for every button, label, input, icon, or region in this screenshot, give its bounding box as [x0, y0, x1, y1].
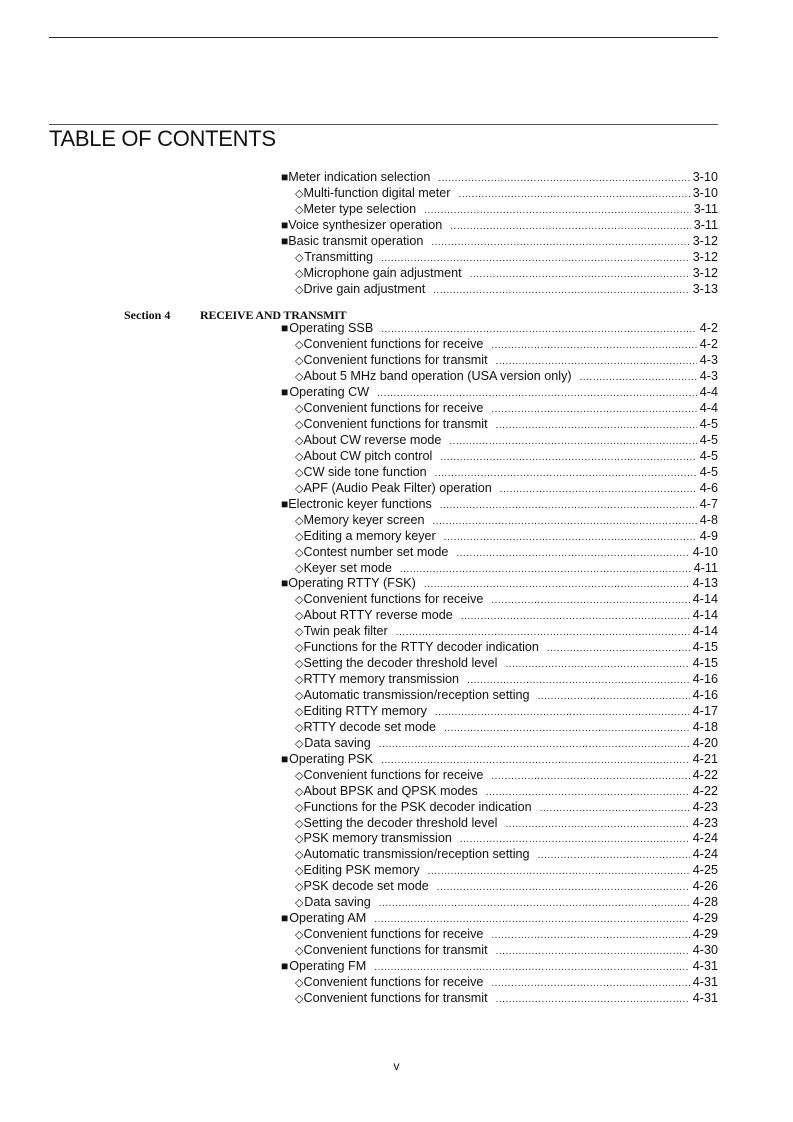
- toc-entry-label: Convenient functions for receive: [303, 767, 484, 782]
- toc-page-number: 4-21: [692, 751, 718, 766]
- toc-entry-label: Basic transmit operation: [288, 233, 424, 248]
- diamond-bullet-icon: ◇: [295, 594, 304, 607]
- toc-entry-label: Meter indication selection: [288, 170, 431, 184]
- toc-entry[interactable]: [281, 911, 718, 927]
- toc-entry-label: Operating CW: [289, 385, 370, 400]
- toc-page-number: 4-29: [692, 927, 718, 942]
- dot-leader: [538, 689, 690, 705]
- toc-subentry[interactable]: [281, 250, 718, 266]
- toc-page-number: 4-10: [692, 544, 718, 559]
- toc-page-number: 4-16: [692, 672, 718, 687]
- dot-leader: [431, 235, 689, 251]
- toc-page-number: 4-31: [692, 974, 718, 989]
- toc-subentry[interactable]: [281, 768, 718, 784]
- toc-page-number: 4-6: [699, 480, 718, 495]
- dot-leader: [435, 466, 697, 482]
- dot-leader: [433, 514, 697, 530]
- diamond-bullet-icon: ◇: [295, 817, 304, 830]
- toc-subentry[interactable]: [281, 337, 718, 353]
- toc-entry-label: APF (Audio Peak Filter) operation: [303, 480, 492, 495]
- dot-leader: [440, 498, 697, 514]
- toc-entry-label: Data saving: [304, 895, 371, 910]
- diamond-bullet-icon: ◇: [295, 251, 304, 264]
- toc-entry-label: Functions for the RTTY decoder indication: [303, 640, 539, 655]
- toc-subentry[interactable]: [281, 481, 718, 497]
- toc-subentry[interactable]: [281, 561, 718, 577]
- filled-square-bullet-icon: ■: [281, 385, 289, 400]
- toc-entry-label: Transmitting: [304, 249, 374, 264]
- toc-subentry[interactable]: [281, 816, 718, 832]
- section-title: RECEIVE AND TRANSMIT: [200, 307, 347, 322]
- dot-leader: [491, 769, 689, 785]
- dot-leader: [538, 848, 690, 864]
- diamond-bullet-icon: ◇: [295, 976, 304, 989]
- dot-leader: [377, 386, 697, 402]
- diamond-bullet-icon: ◇: [295, 881, 304, 894]
- toc-entry-label: PSK decode set mode: [303, 879, 429, 894]
- toc-subentry[interactable]: [281, 513, 718, 529]
- toc-entry-label: About CW reverse mode: [303, 433, 442, 447]
- diamond-bullet-icon: ◇: [295, 562, 304, 575]
- toc-page-number: 4-31: [692, 958, 718, 973]
- dot-leader: [458, 187, 689, 203]
- diamond-bullet-icon: ◇: [295, 642, 304, 655]
- toc-list: [124, 170, 718, 1007]
- toc-page-number: 4-4: [699, 385, 718, 400]
- toc-page-number: 4-3: [699, 353, 718, 368]
- toc-entry-label: Operating SSB: [289, 321, 374, 336]
- page-title: TABLE OF CONTENTS: [49, 126, 276, 151]
- dot-leader: [435, 705, 690, 721]
- toc-subentry[interactable]: [281, 417, 718, 433]
- toc-subentry[interactable]: [281, 943, 718, 959]
- toc-entry-label: Convenient functions for receive: [303, 337, 484, 352]
- dot-leader: [396, 625, 690, 641]
- toc-entry-label: Setting the decoder threshold level: [303, 815, 498, 830]
- toc-page-number: 3-12: [692, 265, 718, 280]
- toc-subentry[interactable]: [281, 672, 718, 688]
- diamond-bullet-icon: ◇: [295, 466, 304, 479]
- toc-page-number: 4-7: [699, 496, 718, 511]
- diamond-bullet-icon: ◇: [295, 721, 304, 734]
- toc-entry-label: Keyer set mode: [303, 560, 392, 575]
- toc-page-number: 4-15: [692, 640, 718, 655]
- dot-leader: [381, 251, 690, 267]
- toc-entry[interactable]: [281, 497, 718, 513]
- toc-subentry[interactable]: [281, 592, 718, 608]
- diamond-bullet-icon: ◇: [295, 530, 304, 543]
- toc-page-number: 4-13: [692, 576, 718, 591]
- dot-leader: [424, 577, 690, 593]
- toc-entry-label: Operating FM: [289, 958, 367, 973]
- toc-subentry[interactable]: [281, 640, 718, 656]
- filled-square-bullet-icon: ■: [281, 576, 289, 591]
- dot-leader: [449, 434, 696, 450]
- title-rule: [49, 124, 718, 125]
- diamond-bullet-icon: ◇: [295, 690, 304, 702]
- toc-subentry[interactable]: [281, 991, 718, 1007]
- diamond-bullet-icon: ◇: [295, 833, 304, 846]
- toc-subentry[interactable]: [281, 656, 718, 672]
- diamond-bullet-icon: ◇: [295, 769, 304, 782]
- diamond-bullet-icon: ◇: [295, 705, 304, 718]
- toc-entry-label: Twin peak filter: [303, 624, 388, 639]
- toc-page-number: 4-3: [699, 369, 718, 384]
- dot-leader: [496, 418, 697, 434]
- diamond-bullet-icon: ◇: [295, 945, 304, 957]
- dot-leader: [374, 960, 690, 976]
- toc-entry-label: Automatic transmission/reception setting: [303, 688, 530, 702]
- toc-page-number: 4-2: [699, 321, 718, 336]
- diamond-bullet-icon: ◇: [295, 929, 304, 942]
- toc-page-number: 4-25: [692, 863, 718, 878]
- toc-page-number: 4-24: [692, 831, 718, 846]
- dot-leader: [424, 203, 691, 219]
- toc-subentry[interactable]: [281, 545, 718, 561]
- toc-subentry[interactable]: [281, 186, 718, 202]
- dot-leader: [400, 562, 691, 578]
- toc-page-number: 4-22: [692, 767, 718, 782]
- filled-square-bullet-icon: ■: [281, 958, 289, 973]
- toc-subentry[interactable]: [281, 433, 718, 449]
- toc-page-number: 4-22: [692, 783, 718, 798]
- toc-entry-label: Electronic keyer functions: [288, 496, 432, 511]
- diamond-bullet-icon: ◇: [295, 403, 304, 416]
- section-number: Section 4: [124, 307, 171, 322]
- toc-subentry[interactable]: [281, 704, 718, 720]
- toc-entry-label: Convenient functions for receive: [303, 927, 484, 942]
- toc-page-number: 4-20: [692, 735, 718, 750]
- toc-page-number: 4-26: [692, 879, 718, 894]
- diamond-bullet-icon: ◇: [295, 992, 304, 1005]
- toc-entry-label: Convenient functions for receive: [303, 401, 484, 416]
- toc-entry-label: About RTTY reverse mode: [303, 608, 453, 623]
- toc-entry[interactable]: [281, 959, 718, 975]
- toc-subentry[interactable]: [281, 784, 718, 800]
- toc-entry-label: Editing RTTY memory: [303, 703, 427, 718]
- toc-entry-label: Editing a memory keyer: [303, 528, 436, 543]
- toc-entry-label: CW side tone function: [303, 464, 427, 479]
- toc-subentry[interactable]: [281, 608, 718, 624]
- toc-subentry[interactable]: [281, 353, 718, 369]
- toc-entry[interactable]: [281, 218, 718, 234]
- dot-leader: [437, 880, 690, 896]
- diamond-bullet-icon: ◇: [295, 355, 304, 368]
- toc-entry-label: Operating PSK: [289, 751, 374, 766]
- filled-square-bullet-icon: ■: [281, 911, 289, 926]
- dot-leader: [379, 737, 690, 753]
- diamond-bullet-icon: ◇: [295, 626, 304, 639]
- toc-entry-label: About 5 MHz band operation (USA version only): [303, 369, 572, 384]
- diamond-bullet-icon: ◇: [295, 419, 304, 432]
- diamond-bullet-icon: ◇: [295, 371, 304, 384]
- toc-entry[interactable]: [281, 576, 718, 592]
- toc-entry[interactable]: [281, 321, 718, 337]
- toc-entry-label: Multi-function digital meter: [303, 185, 451, 200]
- toc-entry-label: RTTY decode set mode: [303, 719, 437, 734]
- toc-entry-label: Data saving: [304, 735, 371, 750]
- toc-entry-label: Convenient functions for transmit: [303, 990, 488, 1005]
- toc-entry-label: About CW pitch control: [303, 448, 433, 463]
- toc-subentry[interactable]: [281, 879, 718, 895]
- toc-entry[interactable]: [281, 385, 718, 401]
- diamond-bullet-icon: ◇: [295, 203, 304, 216]
- dot-leader: [374, 912, 690, 928]
- toc-page-number: 4-8: [699, 512, 718, 527]
- toc-entry-label: Meter type selection: [303, 201, 417, 216]
- dot-leader: [456, 546, 689, 562]
- toc-subentry[interactable]: [281, 688, 718, 704]
- toc-subentry[interactable]: [281, 282, 718, 298]
- diamond-bullet-icon: ◇: [295, 339, 304, 352]
- diamond-bullet-icon: ◇: [295, 785, 304, 798]
- toc-page-number: 4-23: [692, 815, 718, 830]
- diamond-bullet-icon: ◇: [295, 187, 304, 200]
- toc-page-number: 4-29: [692, 911, 718, 926]
- toc-page-number: 3-12: [692, 249, 718, 264]
- toc-page-number: 4-14: [692, 592, 718, 607]
- toc-page-number: 4-28: [692, 895, 718, 910]
- dot-leader: [444, 721, 690, 737]
- toc-entry-label: Setting the decoder threshold level: [303, 656, 498, 671]
- toc-subentry[interactable]: [281, 401, 718, 417]
- toc-entry[interactable]: [281, 752, 718, 768]
- diamond-bullet-icon: ◇: [295, 482, 304, 495]
- diamond-bullet-icon: ◇: [295, 737, 304, 750]
- dot-leader: [440, 450, 697, 466]
- toc-subentry[interactable]: [281, 720, 718, 736]
- dot-leader: [428, 864, 690, 880]
- diamond-bullet-icon: ◇: [295, 435, 304, 447]
- toc-entry-label: Convenient functions for transmit: [303, 417, 488, 432]
- dot-leader: [450, 219, 690, 235]
- diamond-bullet-icon: ◇: [295, 546, 304, 559]
- toc-entry-label: Microphone gain adjustment: [303, 265, 462, 280]
- toc-page-number: 4-2: [699, 337, 718, 352]
- dot-leader: [381, 753, 690, 769]
- dot-leader: [433, 283, 690, 299]
- dot-leader: [491, 593, 689, 609]
- toc-page-number: 4-9: [699, 528, 718, 543]
- diamond-bullet-icon: ◇: [295, 674, 304, 687]
- diamond-bullet-icon: ◇: [295, 610, 304, 623]
- toc-entry-label: Operating RTTY (FSK): [288, 576, 416, 591]
- toc-entry-label: PSK memory transmission: [303, 831, 452, 846]
- toc-entry-label: RTTY memory transmission: [303, 672, 460, 687]
- toc-entry-label: About BPSK and QPSK modes: [303, 783, 478, 798]
- dot-leader: [505, 817, 689, 833]
- toc-page-number: 3-11: [693, 217, 718, 232]
- dot-leader: [438, 171, 689, 187]
- toc-subentry[interactable]: [281, 895, 718, 911]
- toc-subentry[interactable]: [281, 736, 718, 752]
- dot-leader: [491, 402, 696, 418]
- toc-subentry[interactable]: [281, 266, 718, 282]
- dot-leader: [496, 992, 690, 1008]
- toc-entry-label: Voice synthesizer operation: [288, 217, 443, 232]
- toc-subentry[interactable]: [281, 465, 718, 481]
- toc-subentry[interactable]: [281, 202, 718, 218]
- toc-entry-label: Editing PSK memory: [303, 863, 420, 878]
- toc-subentry[interactable]: [281, 529, 718, 545]
- toc-page-number: 4-4: [699, 401, 718, 416]
- toc-entry-label: Contest number set mode: [303, 544, 449, 559]
- filled-square-bullet-icon: ■: [281, 751, 289, 766]
- filled-square-bullet-icon: ■: [281, 321, 289, 336]
- toc-page-number: 3-10: [692, 170, 718, 184]
- toc-entry-label: Convenient functions for transmit: [303, 353, 488, 368]
- toc-entry-label: Convenient functions for transmit: [303, 943, 488, 957]
- diamond-bullet-icon: ◇: [295, 514, 304, 527]
- dot-leader: [379, 896, 690, 912]
- toc-subentry[interactable]: [281, 831, 718, 847]
- toc-entry-label: Functions for the PSK decoder indication: [303, 799, 532, 814]
- toc-page-number: 4-24: [692, 847, 718, 862]
- diamond-bullet-icon: ◇: [295, 267, 304, 280]
- dot-leader: [467, 673, 690, 689]
- toc-entry-label: Drive gain adjustment: [303, 281, 426, 296]
- section-heading: [124, 306, 718, 322]
- diamond-bullet-icon: ◇: [295, 801, 304, 814]
- toc-page-number: 4-30: [692, 943, 718, 957]
- toc-page-number: 4-23: [692, 799, 718, 814]
- toc-page-number: 4-15: [692, 656, 718, 671]
- toc-page-number: 4-5: [699, 433, 718, 447]
- diamond-bullet-icon: ◇: [295, 450, 304, 463]
- dot-leader: [496, 944, 690, 960]
- toc-subentry[interactable]: [281, 863, 718, 879]
- toc-page-number: 4-16: [692, 688, 718, 702]
- diamond-bullet-icon: ◇: [295, 897, 304, 910]
- dot-leader: [491, 928, 689, 944]
- page-number: v: [393, 1059, 400, 1073]
- dot-leader: [470, 267, 690, 283]
- toc-entry-label: Convenient functions for receive: [303, 592, 484, 607]
- toc-page-number: 4-17: [692, 703, 718, 718]
- dot-leader: [540, 801, 690, 817]
- diamond-bullet-icon: ◇: [295, 658, 304, 671]
- toc-page-number: 4-5: [699, 464, 718, 479]
- toc-page-number: 4-18: [692, 719, 718, 734]
- toc-page-number: 4-5: [699, 417, 718, 432]
- toc-entry-label: Automatic transmission/reception setting: [303, 847, 530, 862]
- diamond-bullet-icon: ◇: [295, 283, 304, 296]
- toc-page-number: 4-11: [693, 560, 718, 575]
- dot-leader: [460, 832, 690, 848]
- toc-subentry[interactable]: [281, 975, 718, 991]
- toc-entry-label: Memory keyer screen: [303, 512, 425, 527]
- dot-leader: [491, 338, 696, 354]
- toc-page-number: 4-14: [692, 608, 718, 623]
- toc-subentry[interactable]: [281, 847, 718, 863]
- diamond-bullet-icon: ◇: [295, 865, 304, 878]
- dot-leader: [505, 657, 689, 673]
- toc-subentry[interactable]: [281, 927, 718, 943]
- filled-square-bullet-icon: ■: [281, 233, 289, 248]
- filled-square-bullet-icon: ■: [281, 170, 289, 184]
- filled-square-bullet-icon: ■: [281, 217, 289, 232]
- dot-leader: [580, 370, 697, 386]
- toc-page-number: 3-12: [692, 233, 718, 248]
- toc-page-number: 3-13: [692, 281, 718, 296]
- toc-page-number: 4-14: [692, 624, 718, 639]
- dot-leader: [547, 641, 690, 657]
- dot-leader: [491, 976, 689, 992]
- dot-leader: [496, 354, 697, 370]
- dot-leader: [500, 482, 697, 498]
- toc-page-number: 4-31: [692, 990, 718, 1005]
- toc-page-number: 4-5: [699, 448, 718, 463]
- dot-leader: [381, 322, 697, 338]
- dot-leader: [461, 609, 690, 625]
- dot-leader: [444, 530, 697, 546]
- filled-square-bullet-icon: ■: [281, 496, 289, 511]
- diamond-bullet-icon: ◇: [295, 849, 304, 862]
- toc-page-number: 3-10: [692, 185, 718, 200]
- header-rule: [49, 37, 718, 38]
- toc-subentry[interactable]: [281, 624, 718, 640]
- dot-leader: [486, 785, 690, 801]
- toc-entry[interactable]: [281, 234, 718, 250]
- toc-page-number: 3-11: [693, 201, 718, 216]
- toc-entry-label: Operating AM: [289, 911, 367, 926]
- toc-entry[interactable]: [281, 170, 718, 186]
- toc-subentry[interactable]: [281, 449, 718, 465]
- toc-entry-label: Convenient functions for receive: [303, 974, 484, 989]
- toc-subentry[interactable]: [281, 369, 718, 385]
- toc-subentry[interactable]: [281, 800, 718, 816]
